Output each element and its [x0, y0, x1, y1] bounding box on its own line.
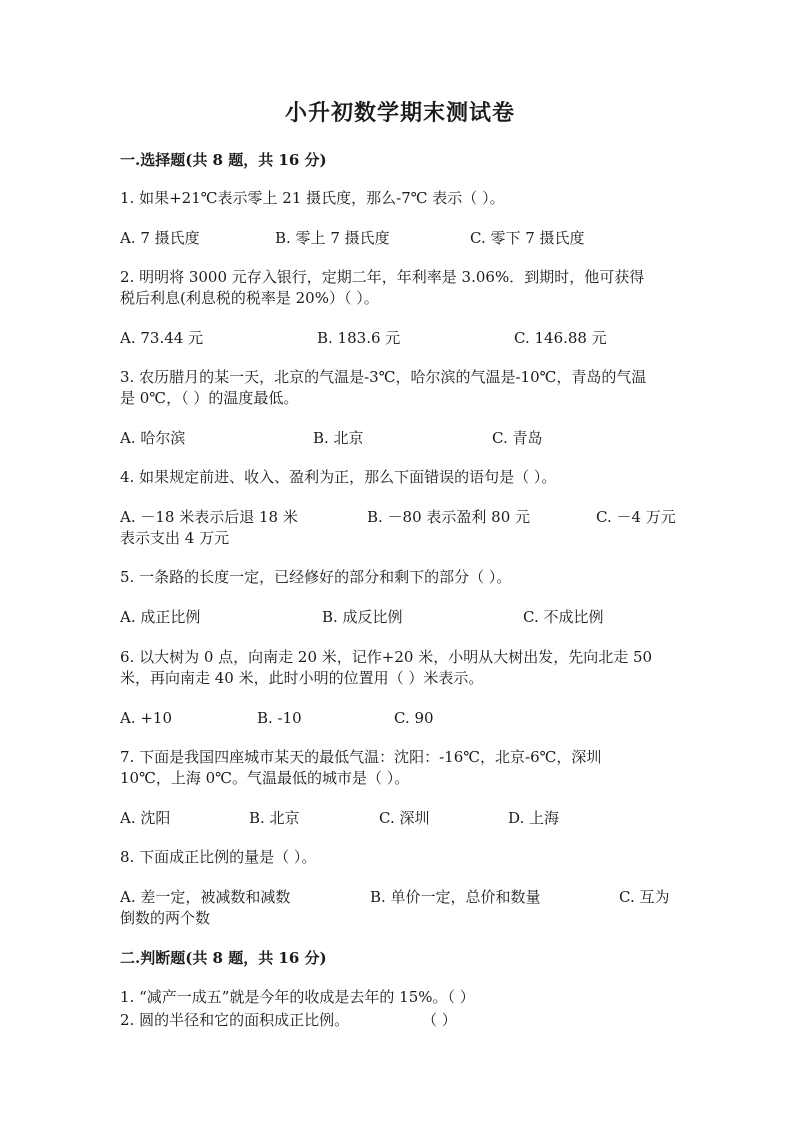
- q5-option-a: A. 成正比例: [120, 608, 201, 626]
- q4-option-c-continued: 表示支出 4 万元: [120, 529, 230, 547]
- q4-option-c: C. －4 万元: [596, 508, 676, 526]
- question-7-line-2: 10℃，上海 0℃。气温最低的城市是（ ）。: [120, 769, 410, 787]
- q4-option-a: A. －18 米表示后退 18 米: [120, 508, 298, 526]
- question-8: 8. 下面成正比例的量是（ ）。: [120, 848, 317, 866]
- q2-option-b: B. 183.6 元: [317, 329, 401, 347]
- section-heading-choice: 一.选择题(共 8 题，共 16 分): [120, 151, 327, 169]
- judgment-item-1: 1. “减产一成五”就是今年的收成是去年的 15%。（ ）: [120, 988, 475, 1006]
- q7-option-b: B. 北京: [249, 809, 300, 827]
- q8-option-b: B. 单价一定，总价和数量: [370, 888, 541, 906]
- q1-option-c: C. 零下 7 摄氏度: [470, 229, 585, 247]
- q3-option-b: B. 北京: [313, 429, 364, 447]
- question-7-line-1: 7. 下面是我国四座城市某天的最低气温：沈阳：-16℃，北京-6℃，深圳: [120, 748, 602, 766]
- question-6-line-1: 6. 以大树为 0 点，向南走 20 米，记作+20 米，小明从大树出发，先向北走 50: [120, 648, 653, 666]
- q6-option-c: C. 90: [394, 709, 434, 727]
- q8-option-c: C. 互为: [619, 888, 670, 906]
- section-heading-judgment: 二.判断题(共 8 题，共 16 分): [120, 949, 327, 967]
- q5-option-b: B. 成反比例: [322, 608, 403, 626]
- question-1: 1. 如果+21℃表示零上 21 摄氏度，那么-7℃ 表示（ ）。: [120, 189, 505, 207]
- judgment-item-2-answer-blank: （ ）: [422, 1011, 457, 1029]
- question-3-line-1: 3. 农历腊月的某一天，北京的气温是-3℃，哈尔滨的气温是-10℃，青岛的气温: [120, 368, 647, 386]
- q7-option-a: A. 沈阳: [120, 809, 171, 827]
- page-title: 小升初数学期末测试卷: [284, 100, 515, 126]
- question-3-line-2: 是 0℃，（ ）的温度最低。: [120, 389, 299, 407]
- q8-option-a: A. 差一定，被减数和减数: [120, 888, 291, 906]
- question-2-line-2: 税后利息(利息税的税率是 20%）（ ）。: [120, 289, 379, 307]
- q1-option-a: A. 7 摄氏度: [120, 229, 200, 247]
- question-6-line-2: 米，再向南走 40 米，此时小明的位置用（ ）米表示。: [120, 669, 484, 687]
- q5-option-c: C. 不成比例: [523, 608, 604, 626]
- q1-option-b: B. 零上 7 摄氏度: [275, 229, 390, 247]
- q7-option-c: C. 深圳: [379, 809, 430, 827]
- q7-option-d: D. 上海: [508, 809, 560, 827]
- q6-option-a: A. +10: [120, 709, 173, 727]
- q6-option-b: B. -10: [257, 709, 302, 727]
- q2-option-c: C. 146.88 元: [514, 329, 607, 347]
- question-4: 4. 如果规定前进、收入、盈利为正，那么下面错误的语句是（ ）。: [120, 468, 557, 486]
- question-2-line-1: 2. 明明将 3000 元存入银行，定期二年，年利率是 3.06%．到期时，他可获得: [120, 268, 645, 286]
- question-5: 5. 一条路的长度一定，已经修好的部分和剩下的部分（ ）。: [120, 568, 512, 586]
- q3-option-c: C. 青岛: [492, 429, 543, 447]
- q8-option-c-continued: 倒数的两个数: [120, 909, 211, 927]
- q2-option-a: A. 73.44 元: [120, 329, 204, 347]
- judgment-item-2: 2. 圆的半径和它的面积成正比例。: [120, 1011, 350, 1029]
- q3-option-a: A. 哈尔滨: [120, 429, 186, 447]
- q4-option-b: B. －80 表示盈利 80 元: [367, 508, 531, 526]
